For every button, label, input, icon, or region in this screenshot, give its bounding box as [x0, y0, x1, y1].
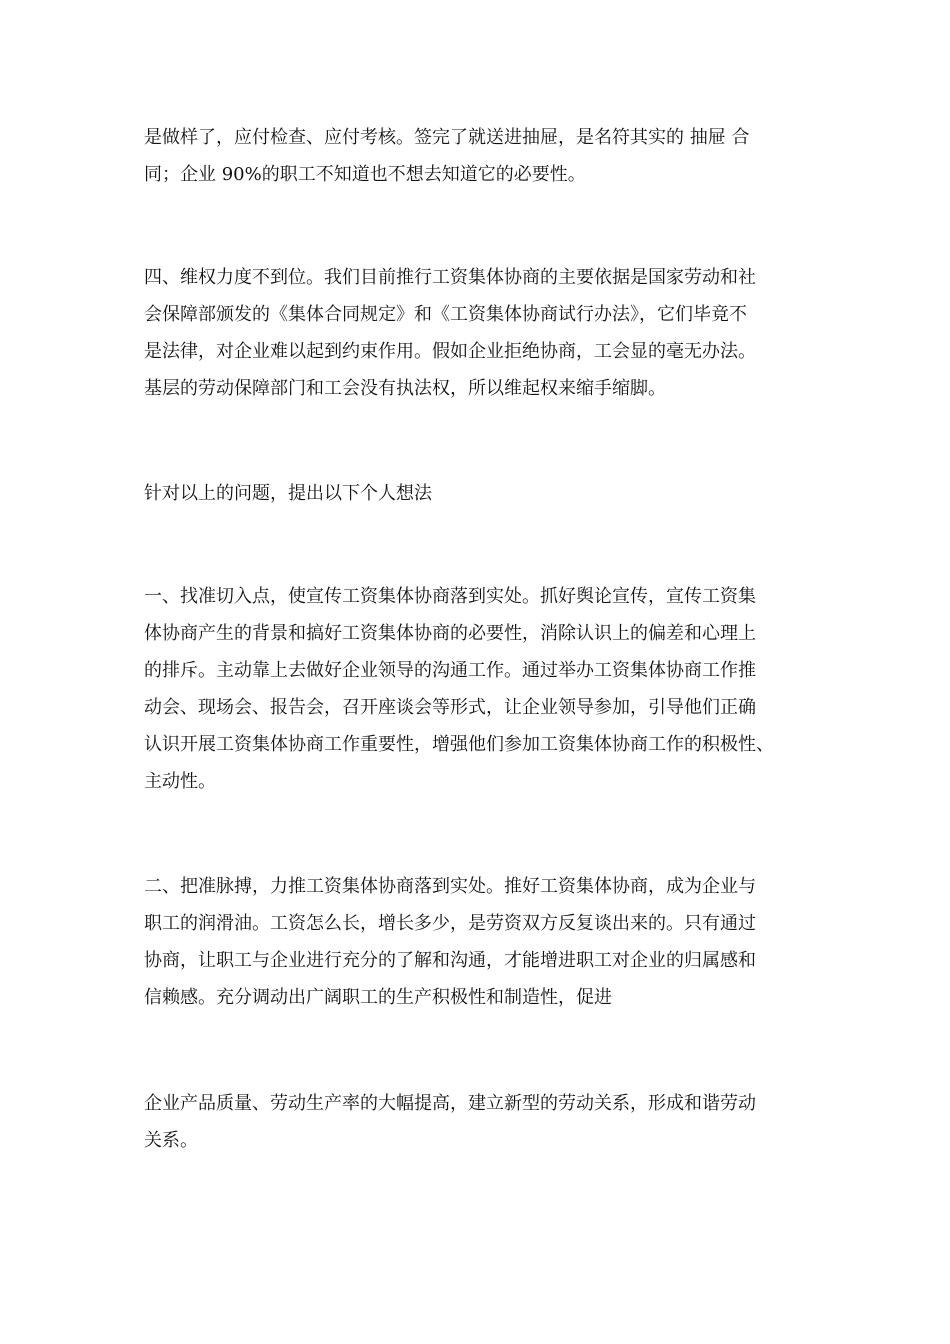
paragraph-5: [144, 868, 814, 1016]
paragraph-line: 是法律，对企业难以起到约束作用。假如企业拒绝协商，工会显的毫无办法。: [144, 341, 756, 362]
paragraph-line: 同；企业 90%的职工不知道也不想去知道它的必要性。: [144, 164, 586, 185]
paragraph-line: 基层的劳动保障部门和工会没有执法权，所以维起权来缩手缩脚。: [144, 378, 666, 399]
paragraph-line: 关系。: [144, 1130, 198, 1151]
paragraph-line: 协商，让职工与企业进行充分的了解和沟通，才能增进职工对企业的归属感和: [144, 950, 756, 971]
paragraph-line: 是做样了，应付检查、应付考核。签完了就送进抽屉，是名符其实的 抽屉 合: [144, 127, 750, 148]
paragraph-line: 四、维权力度不到位。我们目前推行工资集体协商的主要依据是国家劳动和社: [144, 267, 756, 288]
paragraph-line: 二、把准脉搏，力推工资集体协商落到实处。推好工资集体协商，成为企业与: [144, 876, 756, 897]
paragraph-line: 企业产品质量、劳动生产率的大幅提高，建立新型的劳动关系，形成和谐劳动: [144, 1093, 756, 1114]
paragraph-3: [144, 475, 814, 512]
paragraph-line: 认识开展工资集体协商工作重要性，增强他们参加工资集体协商工作的积极性、: [144, 734, 774, 755]
paragraph-1: [144, 119, 814, 193]
paragraph-line: 体协商产生的背景和搞好工资集体协商的必要性，消除认识上的偏差和心理上: [144, 623, 756, 644]
paragraph-line: 针对以上的问题，提出以下个人想法: [144, 483, 432, 504]
paragraph-line: 一、找准切入点，使宣传工资集体协商落到实处。抓好舆论宣传，宣传工资集: [144, 586, 756, 607]
paragraph-4: [144, 578, 814, 800]
paragraph-line: 主动性。: [144, 771, 216, 792]
paragraph-6: [144, 1085, 814, 1159]
paragraph-2: [144, 259, 814, 407]
paragraph-line: 职工的润滑油。工资怎么长，增长多少，是劳资双方反复谈出来的。只有通过: [144, 913, 756, 934]
paragraph-line: 的排斥。主动靠上去做好企业领导的沟通工作。通过举办工资集体协商工作推: [144, 660, 756, 681]
paragraph-line: 会保障部颁发的《集体合同规定》和《工资集体协商试行办法》，它们毕竟不: [144, 304, 747, 325]
paragraph-line: 信赖感。充分调动出广阔职工的生产积极性和制造性，促进: [144, 987, 612, 1008]
paragraph-line: 动会、现场会、报告会，召开座谈会等形式，让企业领导参加，引导他们正确: [144, 697, 756, 718]
